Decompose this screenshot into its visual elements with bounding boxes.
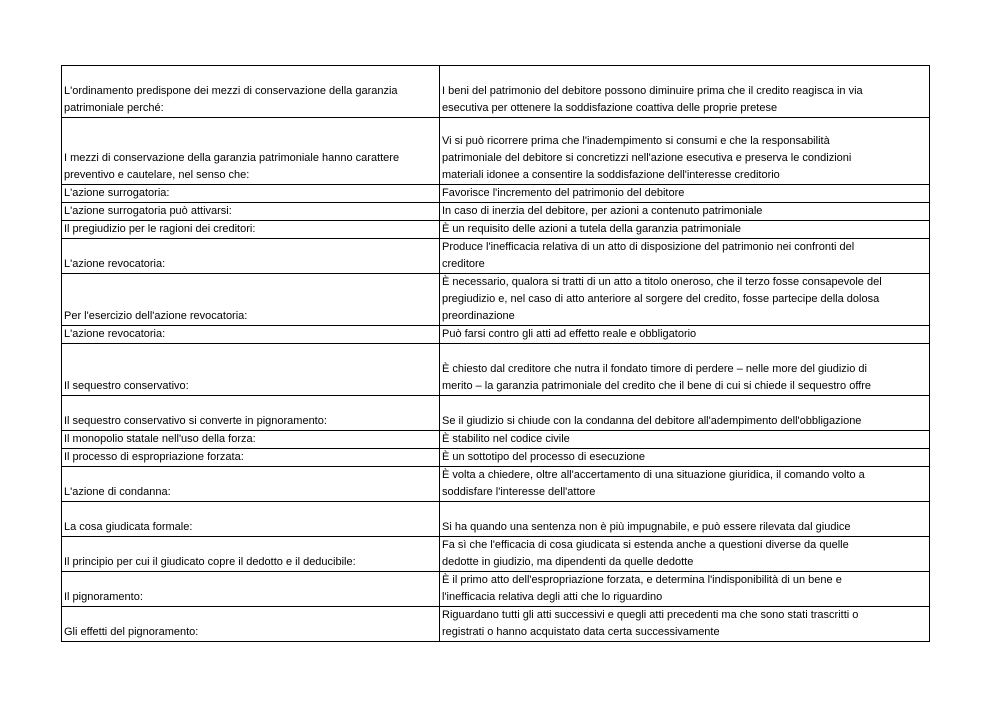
question-cell: Il principio per cui il giudicato copre il dedotto e il deducibile: [62, 537, 440, 572]
table-row [62, 66, 930, 118]
table-row [62, 537, 930, 572]
question-cell: La cosa giudicata formale: [62, 502, 440, 537]
answer-cell: È volta a chiedere, oltre all'accertamento di una situazione giuridica, il comando volto a soddisfare l'interesse dell'attore [440, 467, 930, 502]
question-cell: L'azione surrogatoria può attivarsi: [62, 203, 440, 221]
qa-table [61, 65, 930, 642]
table-row [62, 396, 930, 431]
question-cell: Per l'esercizio dell'azione revocatoria: [62, 274, 440, 326]
answer-cell: È chiesto dal creditore che nutra il fondato timore di perdere – nelle more del giudizio di merito – la garanzia patrimoniale del credito che il bene di cui si chiede il sequestro offre [440, 344, 930, 396]
question-cell: Il processo di espropriazione forzata: [62, 449, 440, 467]
answer-cell: Produce l'inefficacia relativa di un atto di disposizione del patrimonio nei confronti del creditore [440, 239, 930, 274]
answer-cell: Riguardano tutti gli atti successivi e quegli atti precedenti ma che sono stati trascritti o registrati o hanno acquistato data certa successivamente [440, 607, 930, 642]
table-row [62, 431, 930, 449]
table-row [62, 118, 930, 185]
question-cell: L'azione surrogatoria: [62, 185, 440, 203]
question-cell: Il pignoramento: [62, 572, 440, 607]
answer-cell: Fa sì che l'efficacia di cosa giudicata si estenda anche a questioni diverse da quelle dedotte in giudizio, ma dipendenti da quelle dedotte [440, 537, 930, 572]
table-row [62, 274, 930, 326]
answer-cell: È stabilito nel codice civile [440, 431, 930, 449]
question-cell: L'azione di condanna: [62, 467, 440, 502]
answer-cell: I beni del patrimonio del debitore possono diminuire prima che il credito reagisca in via esecutiva per ottenere la soddisfazione coattiva delle proprie pretese [440, 66, 930, 118]
spreadsheet-page [61, 65, 929, 642]
table-row [62, 185, 930, 203]
question-cell: Il sequestro conservativo: [62, 344, 440, 396]
question-cell: L'ordinamento predispone dei mezzi di conservazione della garanzia patrimoniale perché: [62, 66, 440, 118]
table-row [62, 607, 930, 642]
question-cell: I mezzi di conservazione della garanzia patrimoniale hanno carattere preventivo e cautelare, nel senso che: [62, 118, 440, 185]
question-cell: L'azione revocatoria: [62, 239, 440, 274]
answer-cell: È un requisito delle azioni a tutela della garanzia patrimoniale [440, 221, 930, 239]
answer-cell: Può farsi contro gli atti ad effetto reale e obbligatorio [440, 326, 930, 344]
table-row [62, 449, 930, 467]
question-cell: Il pregiudizio per le ragioni dei creditori: [62, 221, 440, 239]
table-row [62, 221, 930, 239]
table-row [62, 467, 930, 502]
question-cell: Il sequestro conservativo si converte in pignoramento: [62, 396, 440, 431]
question-cell: Gli effetti del pignoramento: [62, 607, 440, 642]
qa-table-body [62, 66, 930, 642]
answer-cell: In caso di inerzia del debitore, per azioni a contenuto patrimoniale [440, 203, 930, 221]
table-row [62, 344, 930, 396]
answer-cell: Si ha quando una sentenza non è più impugnabile, e può essere rilevata dal giudice [440, 502, 930, 537]
answer-cell: Se il giudizio si chiude con la condanna del debitore all'adempimento dell'obbligazione [440, 396, 930, 431]
question-cell: Il monopolio statale nell'uso della forza: [62, 431, 440, 449]
table-row [62, 502, 930, 537]
answer-cell: Vi si può ricorrere prima che l'inadempimento si consumi e che la responsabilità patrimoniale del debitore si concretizzi nell'azione esecutiva e preserva le condizioni materiali idonee a consentire la soddisfazione dell'interesse creditorio [440, 118, 930, 185]
table-row [62, 572, 930, 607]
answer-cell: È un sottotipo del processo di esecuzione [440, 449, 930, 467]
table-row [62, 326, 930, 344]
answer-cell: È il primo atto dell'espropriazione forzata, e determina l'indisponibilità di un bene e l'inefficacia relativa degli atti che lo riguardino [440, 572, 930, 607]
table-row [62, 203, 930, 221]
answer-cell: È necessario, qualora si tratti di un atto a titolo oneroso, che il terzo fosse consapevole del pregiudizio e, nel caso di atto anteriore al sorgere del credito, fosse partecipe della dolosa preordinazione [440, 274, 930, 326]
table-row [62, 239, 930, 274]
question-cell: L'azione revocatoria: [62, 326, 440, 344]
answer-cell: Favorisce l'incremento del patrimonio del debitore [440, 185, 930, 203]
